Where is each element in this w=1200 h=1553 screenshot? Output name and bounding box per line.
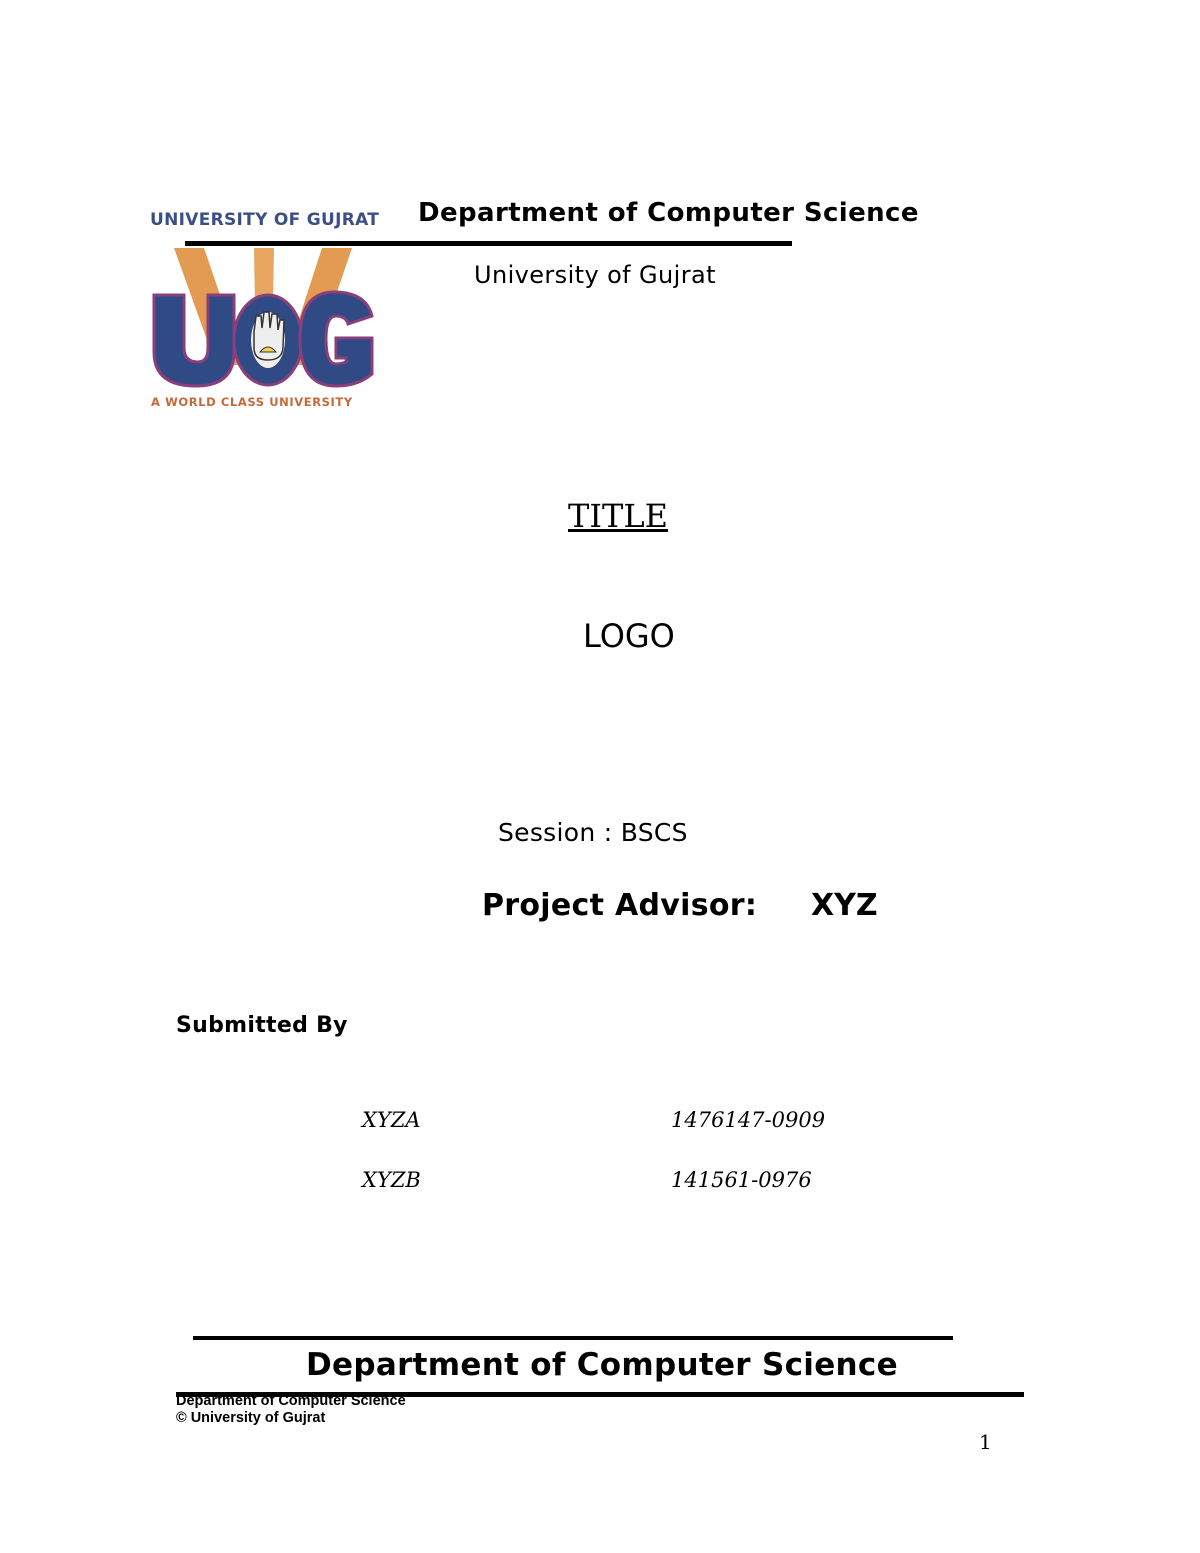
advisor-name: XYZ [811,888,878,923]
document-title: TITLE [568,497,668,535]
university-logo [146,240,378,395]
footer-line-copyright: © University of Gujrat [176,1410,326,1426]
logo-letter-u [154,295,234,386]
student-name: XYZA [362,1108,421,1132]
logo-top-text: UNIVERSITY OF GUJRAT [150,210,380,230]
footer-line-department: Department of Computer Science [176,1393,406,1409]
student-name: XYZB [362,1168,421,1192]
submitted-by-heading: Submitted By [176,1013,348,1038]
student-id: 1476147-0909 [671,1108,826,1132]
page-number: 1 [979,1430,992,1454]
university-name: University of Gujrat [474,261,716,289]
session-label: Session : BSCS [498,818,688,847]
logo-tagline: A WORLD CLASS UNIVERSITY [151,395,353,409]
header-divider [185,241,792,246]
logo-placeholder: LOGO [583,617,675,655]
footer-department-heading: Department of Computer Science [306,1347,898,1383]
advisor-label: Project Advisor: [482,888,758,923]
student-id: 141561-0976 [671,1168,812,1192]
logo-letter-g [300,292,372,386]
department-heading: Department of Computer Science [418,198,919,228]
footer-divider-top [193,1336,953,1340]
